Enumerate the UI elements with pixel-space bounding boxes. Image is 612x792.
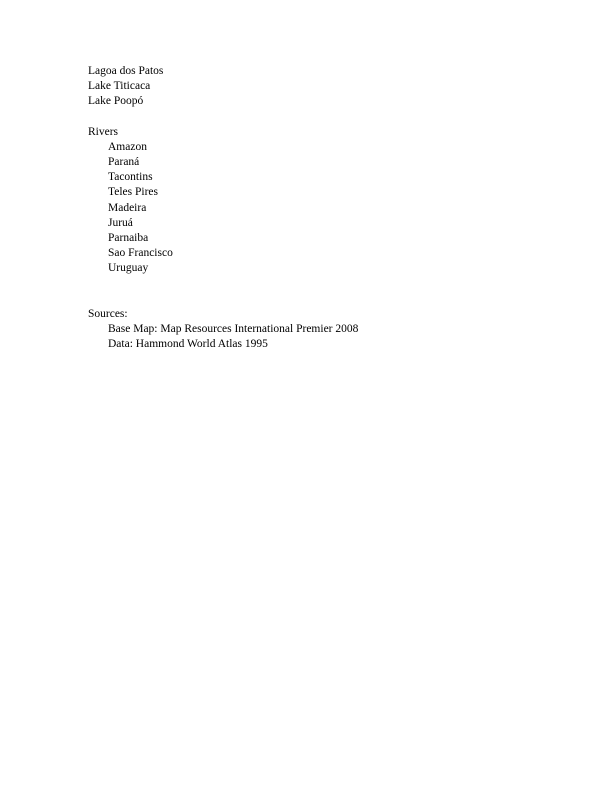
rivers-heading: Rivers — [88, 125, 119, 138]
list-item: Madeira — [108, 201, 147, 214]
list-item: Paraná — [108, 156, 140, 169]
section-spacer — [88, 110, 548, 125]
list-item: Tacontins — [108, 171, 153, 184]
list-item: Lagoa dos Patos — [88, 65, 164, 77]
list-item: Teles Pires — [108, 186, 158, 199]
list-item: Parnaiba — [108, 232, 149, 245]
list-item: Lake Titicaca — [88, 80, 151, 93]
document-content — [88, 64, 548, 352]
list-item: Lake Poopó — [88, 95, 144, 108]
list-item: Sao Francisco — [108, 247, 173, 260]
rivers-list — [88, 140, 548, 277]
sources-list — [88, 322, 548, 352]
list-item: Data: Hammond World Atlas 1995 — [108, 338, 268, 351]
sources-heading: Sources: — [88, 307, 128, 320]
list-item: Juruá — [108, 216, 133, 229]
list-item: Uruguay — [108, 262, 149, 275]
lakes-list — [88, 64, 548, 110]
list-item: Base Map: Map Resources International Premier 2008 — [108, 322, 359, 335]
sources-spacer — [88, 277, 548, 307]
list-item: Amazon — [108, 140, 147, 153]
